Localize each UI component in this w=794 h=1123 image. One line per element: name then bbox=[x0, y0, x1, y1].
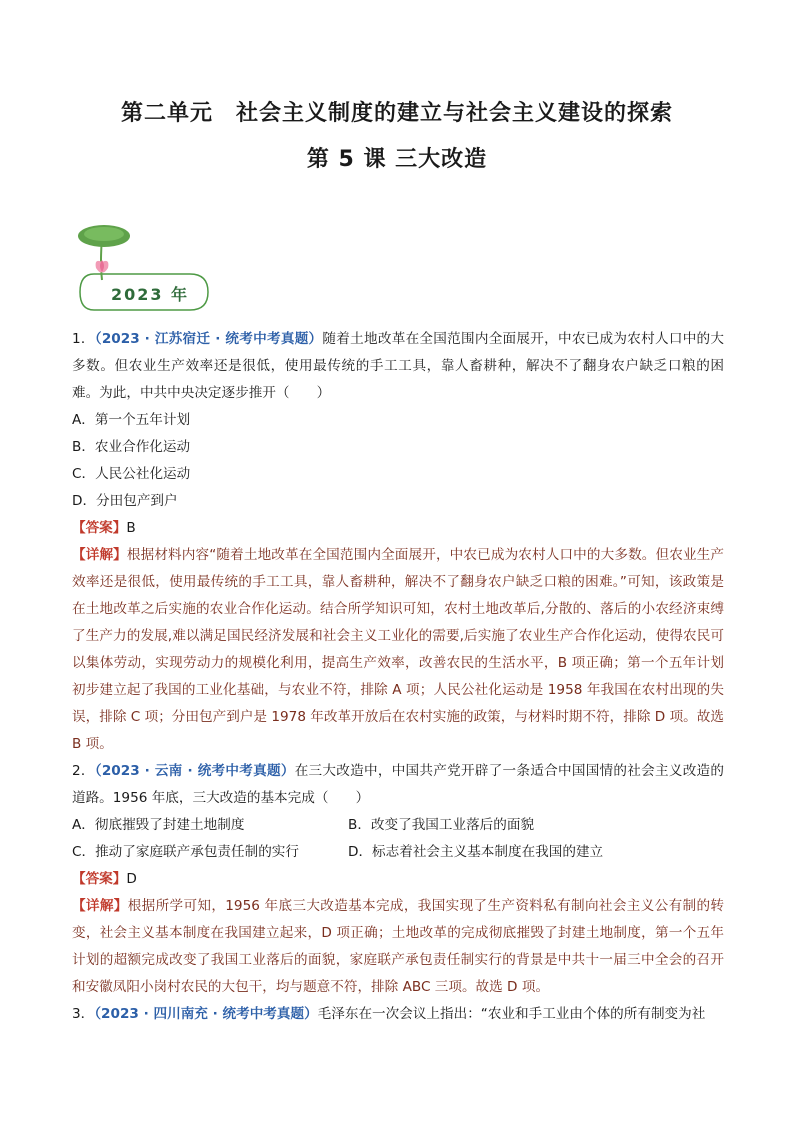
question-source: （2023 · 云南 · 统考中考真题） bbox=[94, 763, 295, 779]
detail-tag: 【详解】 bbox=[72, 898, 128, 914]
answer-line bbox=[72, 866, 724, 893]
question-source: （2023 · 江苏宿迁 · 统考中考真题） bbox=[94, 331, 323, 347]
detail-text: 根据所学可知，1956 年底三大改造基本完成，我国实现了生产资料私有制向社会主义公有制的转变，社会主义基本制度在我国建立起来，D 项正确；土地改革的完成彻底摧毁了封建土地制度，第一个五年计划的超额完成改变了我国工业落后的面貌，家庭联产承包责任制实行的背景是中共十一届三中全会的召开和安徽凤阳小岗村农民的大包干，均与题意不符，排除 ABC 三项。故选 D 项。 bbox=[72, 898, 724, 995]
question-text: 随着土地改革在全国范围内全面展开，中农已成为农村人口中的大多数。但农业生产效率还是很低，使用最传统的手工工具，靠人畜耕种，解决不了翻身农户缺乏口粮的困难。为此，中共中央决定逐步推开（ ） bbox=[72, 331, 725, 401]
detail-paragraph bbox=[72, 893, 724, 1001]
option: C．推动了家庭联产承包责任制的实行 bbox=[72, 844, 299, 860]
question-number: 1． bbox=[72, 331, 95, 347]
question-stem bbox=[72, 326, 724, 407]
answer-line bbox=[72, 515, 724, 542]
question-list bbox=[72, 326, 724, 1028]
answer-tag: 【答案】 bbox=[72, 520, 127, 536]
question-stem bbox=[72, 758, 724, 812]
option: C．人民公社化运动 bbox=[72, 466, 191, 482]
option-row bbox=[72, 812, 724, 839]
option: B．农业合作化运动 bbox=[72, 439, 191, 455]
question-text: 毛泽东在一次会议上指出：“农业和手工业由个体的所有制变为社 bbox=[317, 1006, 706, 1022]
year-badge bbox=[72, 222, 212, 314]
question-number: 3． bbox=[72, 1006, 95, 1022]
option-row bbox=[72, 839, 724, 866]
option: B．改变了我国工业落后的面貌 bbox=[348, 817, 535, 833]
option: D．分田包产到户 bbox=[72, 493, 178, 509]
option: A．彻底摧毁了封建土地制度 bbox=[72, 817, 245, 833]
answer-tag: 【答案】 bbox=[72, 871, 127, 887]
detail-text: 根据材料内容“随着土地改革在全国范围内全面展开，中农已成为农村人口中的大多数。但农业生产效率还是很低，使用最传统的手工工具，靠人畜耕种，解决不了翻身农户缺乏口粮的困难。”可知，该政策是在土地改革之后实施的农业合作化运动。结合所学知识可知，农村土地改革后,分散的、落后的小农经济束缚了生产力的发展,难以满足国民经济发展和社会主义工业化的需要,后实施了农业生产合作化运动，使得农民可以集体劳动，实现劳动力的规模化利用，提高生产效率，改善农民的生活水平，B 项正确；第一个五年计划初步建立起了我国的工业化基础，与农业不符，排除 A 项；人民公社化运动是 1958 年我国在农村出现的失误，排除 C 项；分田包产到户是 1978 年改革开放后在农村实施的政策，与材料时期不符，排除 D 项。故选 B 项。 bbox=[72, 547, 724, 752]
option: D．标志着社会主义基本制度在我国的建立 bbox=[348, 844, 604, 860]
option: A．第一个五年计划 bbox=[72, 412, 191, 428]
detail-tag: 【详解】 bbox=[72, 547, 127, 563]
question-stem bbox=[72, 1001, 724, 1028]
question-number: 2． bbox=[72, 763, 95, 779]
answer-value: D bbox=[126, 871, 137, 887]
question-text: 在三大改造中，中国共产党开辟了一条适合中国国情的社会主义改造的道路。1956 年底，三大改造的基本完成（ ） bbox=[72, 763, 725, 806]
detail-paragraph bbox=[72, 542, 724, 758]
year-label: 2023 年 bbox=[110, 285, 190, 304]
answer-value: B bbox=[126, 520, 136, 536]
unit-title: 第二单元 社会主义制度的建立与社会主义建设的探索 bbox=[120, 101, 673, 126]
question-source: （2023 · 四川南充 · 统考中考真题） bbox=[94, 1006, 318, 1022]
lesson-title: 第 5 课 三大改造 bbox=[306, 147, 488, 172]
